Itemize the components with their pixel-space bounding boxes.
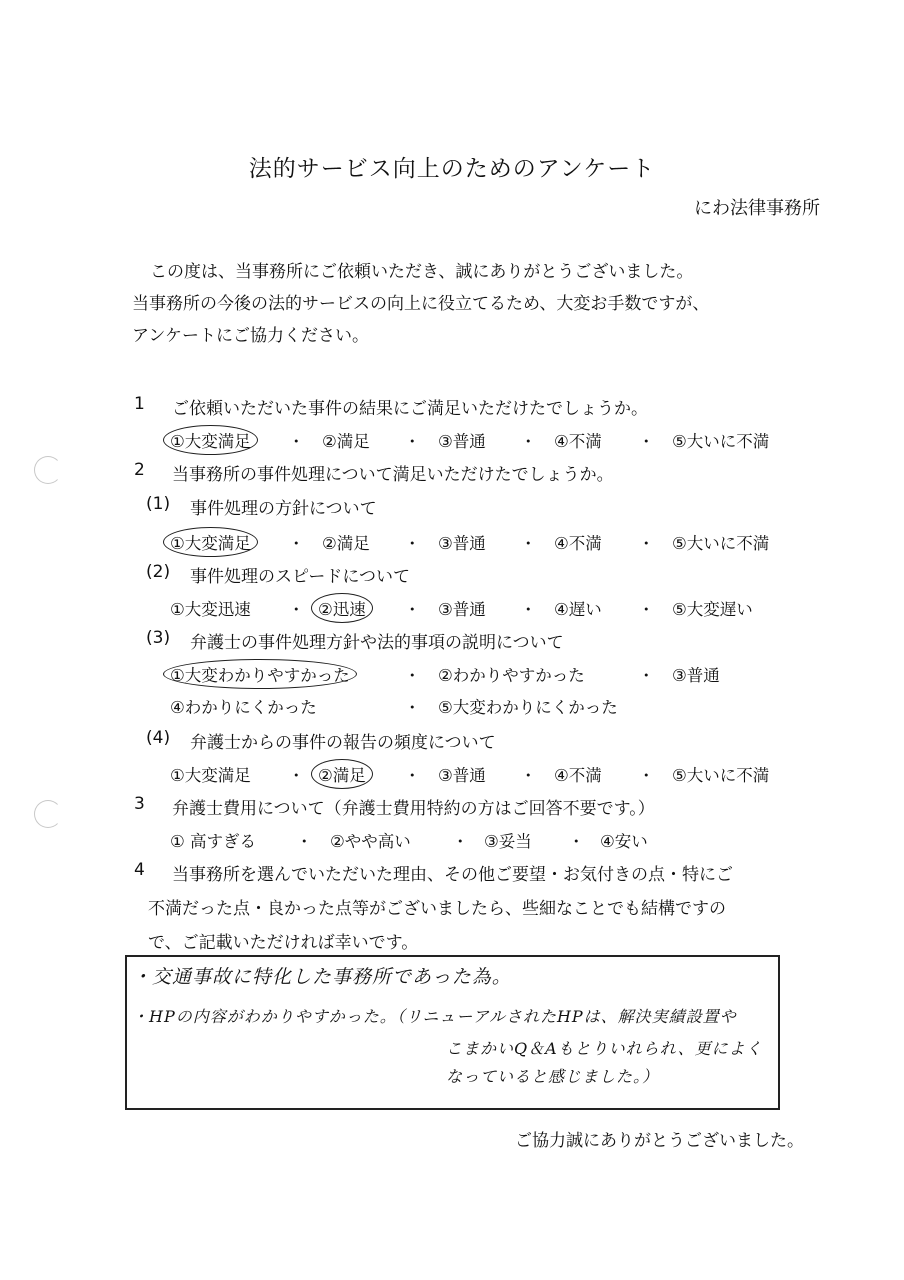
q2-2-option-3[interactable]: ③普通 [438, 600, 486, 619]
question-text: 不満だった点・良かった点等がございましたら、些細なことでも結構ですの [148, 899, 726, 919]
separator: ・ [404, 600, 421, 619]
separator: ・ [288, 534, 305, 553]
q2-4-option-1[interactable]: ①大変満足 [170, 766, 251, 785]
separator: ・ [638, 432, 655, 451]
question-text: 当事務所を選んでいただいた理由、その他ご要望・お気付きの点・特にご [172, 865, 733, 885]
q2-3-option-2[interactable]: ②わかりやすかった [438, 666, 585, 685]
separator: ・ [296, 832, 313, 851]
sub-question-number: (3) [146, 628, 171, 648]
punch-hole [34, 456, 62, 484]
separator: ・ [288, 600, 305, 619]
sub-question-number: (1) [146, 494, 171, 514]
question-text: で、ご記載いただければ幸いです。 [148, 933, 419, 953]
closing-thanks: ご協力誠にありがとうございました。 [515, 1131, 804, 1151]
separator: ・ [638, 666, 655, 685]
sub-question-text: 事件処理の方針について [190, 499, 377, 519]
q3-option-2[interactable]: ②やや高い [330, 832, 411, 851]
intro-line: アンケートにご協力ください。 [132, 326, 369, 346]
q2-4-option-5[interactable]: ⑤大いに不満 [672, 766, 770, 785]
q2-1-option-3[interactable]: ③普通 [438, 534, 486, 553]
q1-option-4[interactable]: ④不満 [554, 432, 602, 451]
handwritten-comment: こまかいQ＆Aもとりいれられ、更によく [446, 1039, 763, 1058]
separator: ・ [404, 666, 421, 685]
separator: ・ [638, 534, 655, 553]
q1-option-3[interactable]: ③普通 [438, 432, 486, 451]
q3-option-3[interactable]: ③妥当 [484, 832, 532, 851]
handwritten-comment: ・交通事故に特化した事務所であった為。 [132, 966, 512, 988]
question-number: 4 [134, 860, 145, 880]
question-text: 当事務所の事件処理について満足いただけたでしょうか。 [172, 465, 614, 485]
separator: ・ [288, 766, 305, 785]
q2-2-option-4[interactable]: ④遅い [554, 600, 602, 619]
separator: ・ [452, 832, 469, 851]
punch-hole [34, 800, 62, 828]
q2-4-option-3[interactable]: ③普通 [438, 766, 486, 785]
sub-question-text: 事件処理のスピードについて [190, 567, 410, 587]
separator: ・ [520, 534, 537, 553]
q2-1-option-2[interactable]: ②満足 [322, 534, 370, 553]
question-text: 弁護士費用について（弁護士費用特約の方はご回答不要です。） [172, 799, 655, 819]
q2-1-option-4[interactable]: ④不満 [554, 534, 602, 553]
q2-1-option-5[interactable]: ⑤大いに不満 [672, 534, 770, 553]
q2-1-option-1[interactable]: ①大変満足 [163, 527, 258, 557]
separator: ・ [404, 766, 421, 785]
separator: ・ [404, 534, 421, 553]
intro-line: この度は、当事務所にご依頼いただき、誠にありがとうございました。 [150, 262, 694, 282]
q1-option-5[interactable]: ⑤大いに不満 [672, 432, 770, 451]
q1-option-2[interactable]: ②満足 [322, 432, 370, 451]
separator: ・ [404, 698, 421, 717]
separator: ・ [638, 600, 655, 619]
q2-3-option-3[interactable]: ③普通 [672, 666, 720, 685]
question-number: 1 [134, 394, 145, 414]
sub-question-text: 弁護士の事件処理方針や法的事項の説明について [190, 633, 564, 653]
q3-option-4[interactable]: ④安い [600, 832, 648, 851]
question-number: 3 [134, 794, 145, 814]
handwritten-comment: ・HPの内容がわかりやすかった。（リニューアルされたHPは、解決実績設置や [132, 1007, 737, 1026]
sub-question-number: (2) [146, 562, 171, 582]
intro-text [132, 256, 832, 352]
separator: ・ [520, 766, 537, 785]
separator: ・ [520, 600, 537, 619]
q2-2-option-1[interactable]: ①大変迅速 [170, 600, 251, 619]
separator: ・ [288, 432, 305, 451]
sub-question-number: (4) [146, 728, 171, 748]
separator: ・ [638, 766, 655, 785]
handwritten-comment: なっていると感じました。） [446, 1067, 660, 1086]
page-title: 法的サービス向上のためのアンケート [248, 156, 656, 182]
q1-option-1[interactable]: ①大変満足 [163, 425, 258, 455]
q2-3-option-1[interactable]: ①大変わかりやすかった [163, 659, 357, 689]
question-number: 2 [134, 460, 145, 480]
sub-question-text: 弁護士からの事件の報告の頻度について [190, 733, 496, 753]
q2-3-option-4[interactable]: ④わかりにくかった [170, 698, 317, 717]
q2-3-option-5[interactable]: ⑤大変わかりにくかった [438, 698, 618, 717]
q2-2-option-2[interactable]: ②迅速 [311, 593, 373, 623]
q2-4-option-4[interactable]: ④不満 [554, 766, 602, 785]
office-name: にわ法律事務所 [694, 198, 820, 219]
separator: ・ [404, 432, 421, 451]
separator: ・ [568, 832, 585, 851]
q3-option-1[interactable]: ① 高すぎる [170, 832, 257, 851]
question-text: ご依頼いただいた事件の結果にご満足いただけたでしょうか。 [172, 399, 648, 419]
intro-line: 当事務所の今後の法的サービスの向上に役立てるため、大変お手数ですが、 [132, 294, 710, 314]
q2-4-option-2[interactable]: ②満足 [311, 759, 373, 789]
separator: ・ [520, 432, 537, 451]
q2-2-option-5[interactable]: ⑤大変遅い [672, 600, 753, 619]
